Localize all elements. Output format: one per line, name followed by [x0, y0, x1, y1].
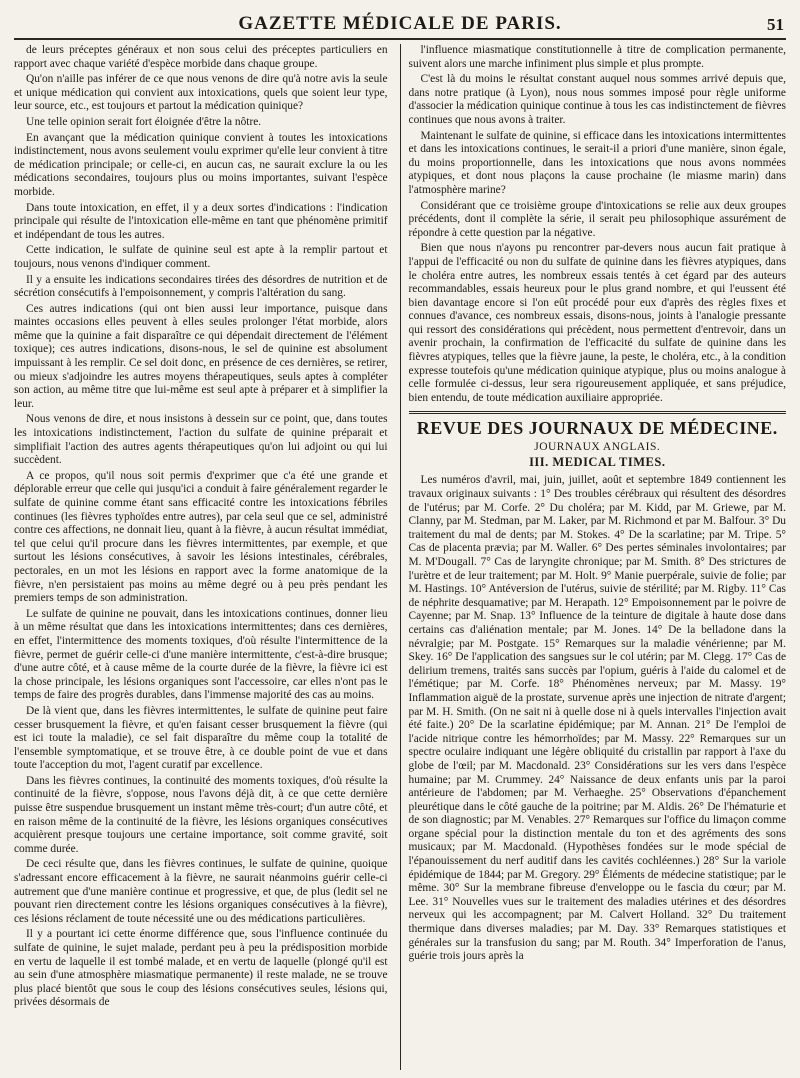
page-number: 51	[767, 15, 784, 34]
paragraph: A ce propos, qu'il nous soit permis d'exprimer que c'a été une grande et déplorable erreur que celle qui jusqu'ici a conduit à faire généralement regarder le sulfate de quinine comme étant sans efficacité contre les intoxications fébriles continues (les fièvres typhoïdes entre autres), par cela seul que ce sel, administré contre ces affections, ne donnait lieu, quant à la fièvre, à aucun résultat immédiat, tel que celui qu'il procure dans les fièvres intermittentes, par exemple, et que surtout les lésions consécutives, à savoir les lésions intestinales, cérébrales, pectorales, en un mot les lésions en rapport avec la forme anatomique de la fièvre, n'en persistaient pas moins au même degré ou à peu près pendant les premiers temps de son administration.	[14, 469, 388, 605]
columns	[14, 44, 786, 1070]
paragraph: De là vient que, dans les fièvres intermittentes, le sulfate de quinine peut faire cesser brusquement la fièvre, et qu'en faisant cesser brusquement la fièvre (qui est ici toute la maladie), ce sel fait disparaître du même coup la totalité de l'ensemble symptomatique, et se trouve être, à ce double point de vue et dans toute l'acception du mot, l'agent curatif par excellence.	[14, 704, 388, 772]
paragraph: Les numéros d'avril, mai, juin, juillet, août et septembre 1849 contiennent les travaux originaux suivants : 1° Des troubles cérébraux qui résultent des désordres de l'utérus; par M. Corfe. 2° Du choléra; par M. Kidd, par M. Griewe, par M. Clanny, par M. Stedman, par M. Laker, par M. Richmond et par M. Balfour. 3° Du traitement du mal de dents; par M. Stokes. 4° De la scarlatine; par M. Tripe. 5° Cas de placenta prævia; par M. Waller. 6° Des pertes séminales involontaires; par M. M'Dougall. 7° Cas de laryngite chronique; par M. Smith. 8° Des strictures de l'urètre et de leur traitement; par M. Holt. 9° Manie puerpérale, suivie de folie; par M. Hastings. 10° Antéversion de l'utérus, suivie de stérilité; par M. Rigby. 11° Cas de néphrite desquamative; par M. Herapath. 12° Empoisonnement par le poivre de Cayenne; par M. Snap. 13° Influence de la teinture de digitale à haute dose dans certains cas d'aliénation mentale; par M. Jones. 14° De la belladone dans la névralgie; par M. Postgate. 15° Remarques sur la maladie vénérienne; par M. Skey. 16° De l'application des sangsues sur le col utérin; par M. Clegg. 17° Cas de delirium tremens, traités sans succès par l'opium, guéris à l'aide du calomel et de l'émétique; par M. Corfe. 18° Phénomènes nerveux; par M. Massy. 19° Inflammation aiguë de la prostate, survenue après une injection de nitrate d'argent; par M. H. Smith. (On ne sait ni à quelle dose ni à quels intervalles l'injection avait été faite.) 20° De la scarlatine épidémique; par M. Annan. 21° De l'emploi de l'acide nitrique contre les hémorrhoïdes; par M. Massy. 22° Remarques sur un spectre oculaire indiquant une légère obliquité du cristallin par rapport à l'axe du globe de l'œil; par M. Macdonald. 23° Considérations sur les vers dans l'espèce humaine; par M. Crummey. 24° Naissance de deux enfants unis par la paroi antérieure de l'abdomen; par M. Verhaeghe. 25° Observations d'épanchement pleurétique dans le côté gauche de la poitrine; par M. Aldis. 26° De l'hématurie et de son diagnostic; par M. Venables. 27° Remarques sur l'office du limaçon comme organe spécial pour la distinction mentale du ton et des agréments des sons musicaux; par M. Macdonald. (Hypothèses fondées sur le mode spécial de l'épanouissement du nerf auditif dans les cavités cochléennes.) 28° Sur la variole épidémique de 1844; par M. Gregory. 29° Éléments de médecine statistique; par le même. 30° Sur la membrane fibreuse d'enveloppe ou le fascia du cœur; par M. Lee. 31° Nouvelles vues sur le traitement des maladies utérines et des désordres nerveux qui les accompagnent; par M. Calvert Holland. 32° Du traitement thermique dans diverses maladies; par M. Day. 33° Remarques statistiques et générales sur la transfusion du sang; par M. Routh. 34° Imperforation de l'anus, guérie trois jours après la	[408, 474, 786, 963]
newspaper-page	[14, 10, 786, 1070]
paragraph: Bien que nous n'ayons pu rencontrer par-devers nous aucun fait pratique à l'appui de l'efficacité ou non du sulfate de quinine dans les fièvres atypiques, dans le choléra entre autres, les nombreux essais tentés à cet égard par des auteurs recommandables, essais heureux pour le plus grand nombre, et qui l'eussent été bien davantage encore si l'on eût procédé pour eux d'après des règles fixes et connues d'avance, ces nombreux essais, disons-nous, joints à l'analogie pressante qui ressort des considérations qui précèdent, nous permettent d'entrevoir, dans un avenir prochain, la confirmation de l'efficacité du sulfate de quinine dans les fièvres atypiques, telles que la fièvre jaune, la peste, le choléra, etc., à la condition expresse toutefois qu'une médication quinique atypique, plus ou moins analogue à celle formulée ci-dessus, leur sera rigoureusement appliquée, et sans préjudice, bien entendu, de toute médication auxiliaire appropriée.	[408, 242, 786, 404]
review-section-header	[409, 411, 786, 470]
section-subtitle: JOURNAUX ANGLAIS.	[534, 441, 661, 454]
paragraph: Maintenant le sulfate de quinine, si efficace dans les intoxications intermittentes et dans les intoxications continues, le serait-il a priori d'une manière, sinon égale, du moins proportionnelle, dans les intoxications que nous avons nommées atypiques, et dont nous plaçons la cause prochaine (le miasme marin) dans l'atmosphère marine?	[408, 129, 786, 196]
paragraph: Il y a pourtant ici cette énorme différence que, sous l'influence continuée du sulfate de quinine, le sujet malade, perdant peu à peu la prédisposition morbide en vertu de laquelle il est tombé malade, et en vertu de laquelle (plongé qu'il est au sein d'une atmosphère miasmatique permanente) il reste malade, ne se trouve plus placé bientôt que sous le coup des lésions consécutives seules, lésions qui, privées désormais de	[14, 928, 388, 1009]
paragraph: Considérant que ce troisième groupe d'intoxications se relie aux deux groupes précédents, dont il complète la série, il serait peu philosophique assurément de répondre à cette question par la négative.	[408, 199, 786, 239]
paragraph: C'est là du moins le résultat constant auquel nous sommes arrivé depuis que, dans notre pratique (à Lyon), nous nous sommes imposé pour règle uniforme d'associer la médication quinique continue à tous les cas indistinctement de fièvres continues que nous avons à traiter.	[408, 73, 786, 126]
page-title: GAZETTE MÉDICALE DE PARIS.	[238, 13, 562, 34]
paragraph: Le sulfate de quinine ne pouvait, dans les intoxications continues, donner lieu à un même résultat que dans les intoxications intermittentes; dans ces dernières, en effet, l'intermittence des moments toxiques, d'où résulte l'intermittence de la fièvre, permet de guérir celle-ci d'une manière intermittente, c'est-à-dire brusque; d'une autre côté, et à cause même de la courte durée de la fièvre, la fièvre ici est la chose principale, les lésions organiques sont l'accessoire, car elles n'ont pas le temps de faire des progrès durables, dans l'immense majorité des cas au moins.	[14, 607, 388, 702]
paragraph: En avançant que la médication quinique convient à toutes les intoxications indistinctement, nous avons seulement voulu exprimer qu'elle leur convient à titre de médication principale; or celle-ci, en aucun cas, ne saurait exclure la ou les médications secondaires, toujours plus ou moins importantes, suivant l'espèce morbide.	[14, 131, 388, 198]
left-column	[14, 44, 394, 1070]
paragraph: Il y a ensuite les indications secondaires tirées des désordres de nutrition et de sécrétion consécutifs à l'empoisonnement, y compris l'altération du sang.	[14, 273, 388, 300]
paragraph: Cette indication, le sulfate de quinine seul est apte à la remplir partout et toujours, nous venons d'indiquer comment.	[14, 244, 388, 270]
paragraph: Nous venons de dire, et nous insistons à dessein sur ce point, que, dans toutes les intoxications indistinctement, l'action du sulfate de quinine préparait et simplifiait l'action des autres agents thérapeutiques qu'on lui adjoint ou qui lui succèdent.	[14, 413, 388, 467]
right-column	[407, 44, 786, 1070]
section-heading: III. MEDICAL TIMES.	[529, 455, 666, 470]
paragraph: l'influence miasmatique constitutionnelle à titre de complication permanente, suivent alors une marche infiniment plus simple et plus prompte.	[408, 44, 786, 70]
section-title: REVUE DES JOURNAUX DE MÉDECINE.	[416, 418, 778, 439]
paragraph: Qu'on n'aille pas inférer de ce que nous venons de dire qu'à notre avis la seule et unique médication qui convient aux intoxications, quels que soient leur type, leur source, etc., est toujours et partout la médication quinique?	[14, 73, 388, 113]
paragraph: De ceci résulte que, dans les fièvres continues, le sulfate de quinine, quoique s'adressant encore efficacement à la fièvre, ne saurait néanmoins guérir celle-ci autrement que d'une manière continue et progressive, et que, de plus (ledit sel ne pouvant rien directement contre les lésions organiques consécutives à la fièvre), ces lésions réclament de toute nécessité une ou des médications particulières.	[14, 858, 388, 925]
page-header	[14, 10, 786, 40]
column-divider	[400, 44, 401, 1070]
paragraph: Ces autres indications (qui ont bien aussi leur importance, puisque dans maintes occasions elles peuvent à elles seules prolonger l'état morbide, alors même que la quinine a fait disparaître ce qui dépendait directement de l'élément toxique); ces autres indications, disons-nous, le sel de quinine est absolument impuissant à les remplir. Ce sel doit donc, en présence de ces dernières, se retirer, ou mieux s'adjoindre les autres moyens thérapeutiques, seuls aptes à compléter son action, au même titre que lui-même est seul apte à préparer et à simplifier la leur.	[14, 302, 388, 410]
paragraph: Dans toute intoxication, en effet, il y a deux sortes d'indications : l'indication principale qui résulte de l'intoxication elle-même en tant que phénomène primitif et indépendant de tous les autres.	[14, 201, 388, 241]
paragraph: Dans les fièvres continues, la continuité des moments toxiques, d'où résulte la continuité de la fièvre, s'oppose, nous l'avons déjà dit, à ce que cette dernière puisse être suspendue brusquement un instant même très-court; d'un autre côté, et en raison même de la continuité de la fièvre, les lésions organiques consécutives acquièrent presque toujours une certaine importance, soit comme gravité, soit comme durée.	[14, 774, 388, 855]
paragraph: de leurs préceptes généraux et non sous celui des préceptes particuliers en rapport avec chaque variété d'espèce morbide dans chaque groupe.	[14, 44, 388, 70]
paragraph: Une telle opinion serait fort éloignée d'être la nôtre.	[26, 115, 262, 128]
